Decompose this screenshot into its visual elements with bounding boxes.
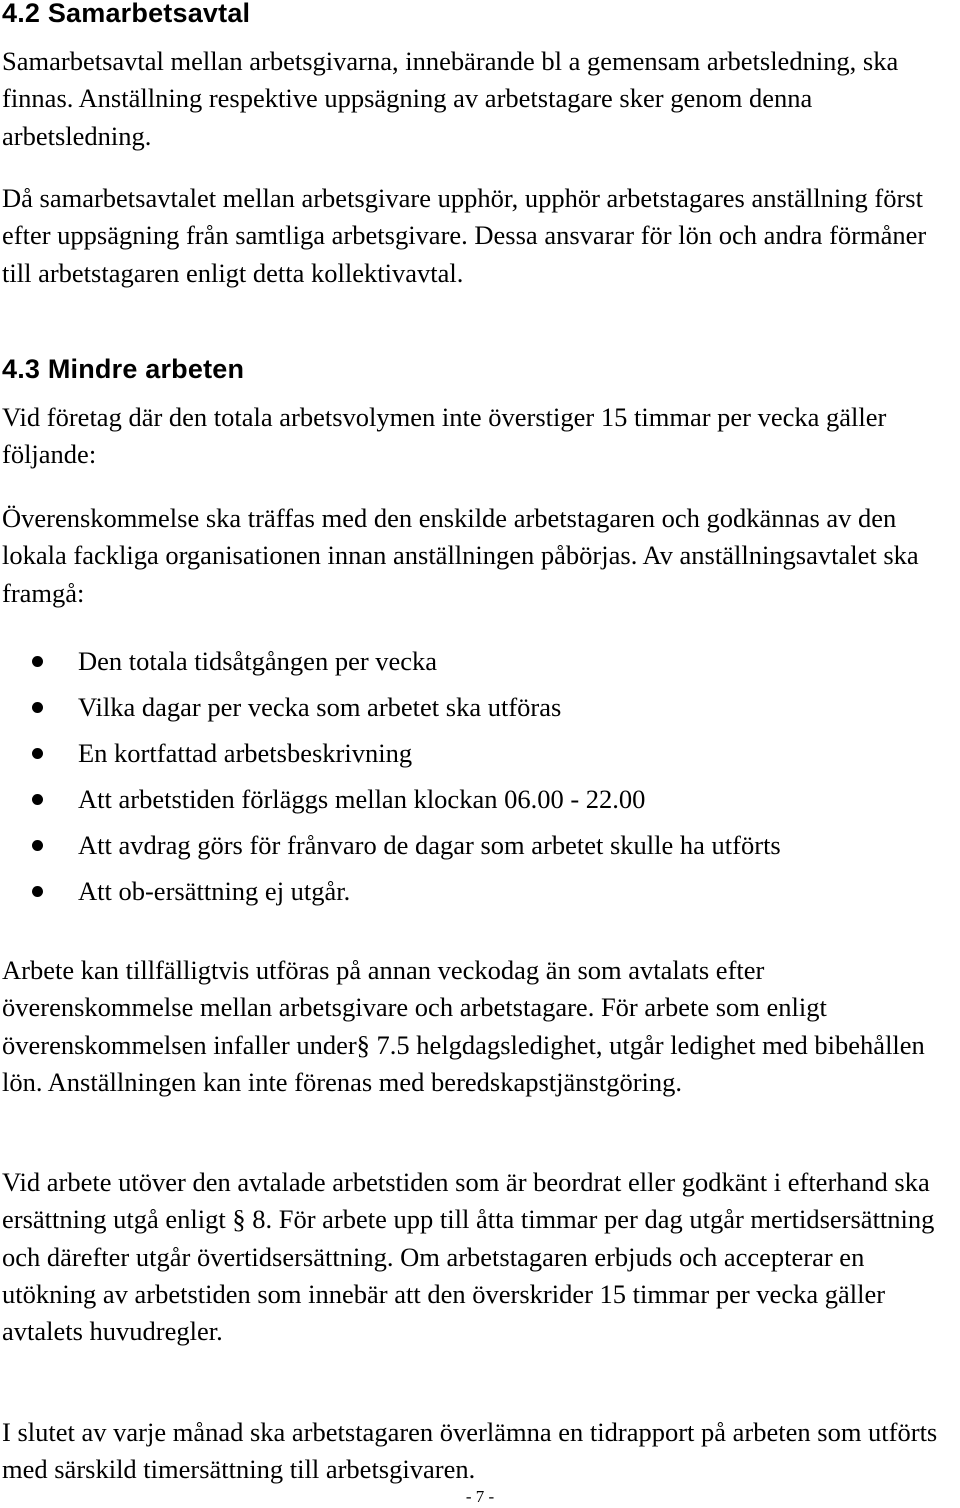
bullet-text: Att arbetstiden förläggs mellan klockan 06.00 - 22.00: [78, 784, 646, 814]
bullet-text: Vilka dagar per vecka som arbetet ska utföras: [78, 692, 562, 722]
bullet-item: [2, 684, 960, 730]
tidrapport-paragraph: I slutet av varje månad ska arbetstagaren överlämna en tidrapport på arbeten som utförts med särskild timersättning till arbetsgivaren.: [2, 1417, 938, 1485]
bullet-text: En kortfattad arbetsbeskrivning: [78, 738, 413, 768]
page-number: - 7 -: [465, 1487, 495, 1506]
samarbetsavtal-paragraph: Samarbetsavtal mellan arbetsgivarna, innebärande bl a gemensam arbetsledning, ska finnas. Anställning respektive uppsägning av arbetstagare sker genom denna arbetsledning.: [2, 46, 899, 151]
bullet-text: Att ob-ersättning ej utgår.: [78, 876, 351, 906]
bullet-dot-icon: [32, 840, 43, 851]
bullet-dot-icon: [32, 702, 43, 713]
bullet-text: Den totala tidsåtgången per vecka: [78, 646, 438, 676]
bullet-item: [2, 730, 960, 776]
mertid-paragraph: Vid arbete utöver den avtalade arbetstiden som är beordrat eller godkänt i efterhand ska ersättning utgå enligt § 8. För arbete upp till åtta timmar per dag utgår mertidsersättning och därefter utgår övertidsersättning. Om arbetstagaren erbjuds och accepterar en utökning av arbetstiden som innebär att den överskrider 15 timmar per vecka gäller avtalets huvudregler.: [2, 1167, 935, 1347]
bullet-item: [2, 822, 960, 868]
agreement-bullet-list: [2, 638, 960, 914]
bullet-item: [2, 638, 960, 684]
bullet-dot-icon: [32, 748, 43, 759]
bullet-dot-icon: [32, 656, 43, 667]
overenskommelse-paragraph: Överenskommelse ska träffas med den enskilde arbetstagaren och godkännas av den lokala fackliga organisationen innan anställningen påbörjas. Av anställningsavtalet ska framgå:: [2, 503, 919, 608]
section-heading-4-2: 4.2 Samarbetsavtal: [2, 0, 251, 28]
section-heading-4-3: 4.3 Mindre arbeten: [2, 354, 245, 384]
bullet-item: [2, 776, 960, 822]
bullet-text: Att avdrag görs för frånvaro de dagar som arbetet skulle ha utförts: [78, 830, 781, 860]
bullet-dot-icon: [32, 886, 43, 897]
tillfalligtvis-paragraph: Arbete kan tillfälligtvis utföras på annan veckodag än som avtalats efter överenskommelse mellan arbetsgivare och arbetstagare. För arbete som enligt överenskommelsen infaller under§ 7.5 helgdagsledighet, utgår ledighet med bibehållen lön. Anställningen kan inte förenas med beredskapstjänstgöring.: [2, 955, 925, 1097]
bullet-dot-icon: [32, 794, 43, 805]
bullet-item: [2, 868, 960, 914]
upphor-paragraph: Då samarbetsavtalet mellan arbetsgivare upphör, upphör arbetstagares anställning först efter uppsägning från samtliga arbetsgivare. Dessa ansvarar för lön och andra förmåner till arbetstagaren enligt detta kollektivavtal.: [2, 183, 927, 288]
mindre-arbeten-intro: Vid företag där den totala arbetsvolymen inte överstiger 15 timmar per vecka gäller följande:: [2, 402, 887, 470]
